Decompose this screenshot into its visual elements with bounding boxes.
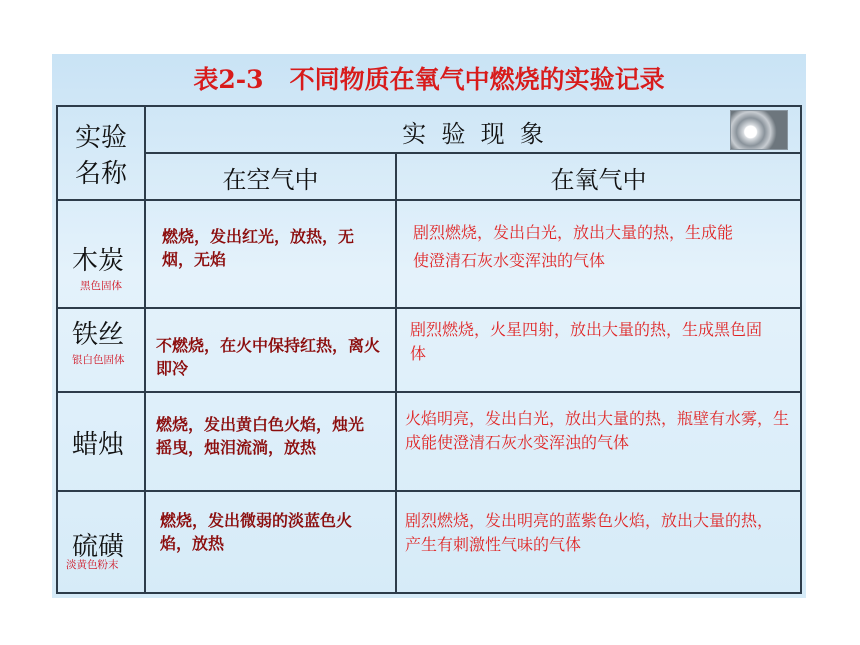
row-divider (56, 391, 802, 393)
row-divider (56, 199, 802, 201)
flame-photo-thumbnail (730, 110, 788, 150)
oxygen-observation: 火焰明亮，发出白光，放出大量的热，瓶壁有水雾，生成能使澄清石灰水变浑浊的气体 (405, 409, 790, 452)
header-in-air: 在空气中 (222, 166, 319, 194)
table-border-bottom (56, 592, 802, 594)
substance-name: 铁丝 (72, 320, 125, 350)
header-divider (146, 152, 802, 154)
substance-name: 蜡烛 (72, 430, 125, 460)
substance-note: 银白色固体 (72, 354, 125, 366)
air-observation: 不燃烧，在火中保持红热，离火即冷 (156, 336, 381, 378)
air-observation: 燃烧，发出微弱的淡蓝色火焰，放热 (160, 511, 353, 553)
air-observation: 燃烧，发出黄白色火焰，烛光摇曳，烛泪流淌，放热 (156, 415, 365, 457)
header-name-line1: 实验 (74, 123, 127, 153)
table-border-top (56, 105, 802, 107)
oxygen-observation: 剧烈燃烧，发出明亮的蓝紫色火焰，放出大量的热，产生有刺激性气味的气体 (405, 511, 774, 554)
header-phenomenon: 实 验 现 象 (402, 120, 544, 148)
oxygen-observation: 剧烈燃烧，发出白光，放出大量的热，生成能使澄清石灰水变浑浊的气体 (413, 223, 734, 270)
header-name-line2: 名称 (74, 159, 127, 189)
table-title: 表2-3 不同物质在氧气中燃烧的实验记录 (193, 65, 665, 94)
table-border-right (800, 105, 802, 594)
row-divider (56, 307, 802, 309)
substance-name: 硫磺 (72, 532, 125, 562)
header-in-oxygen: 在氧气中 (550, 166, 647, 194)
substance-note: 淡黄色粉末 (66, 559, 119, 571)
oxygen-observation: 剧烈燃烧，火星四射，放出大量的热，生成黑色固体 (410, 320, 763, 363)
air-observation: 燃烧，发出红光，放热，无烟，无焰 (162, 227, 355, 269)
column-divider (395, 152, 397, 594)
row-divider (56, 490, 802, 492)
substance-name: 木炭 (72, 246, 125, 276)
substance-note: 黑色固体 (80, 280, 122, 292)
